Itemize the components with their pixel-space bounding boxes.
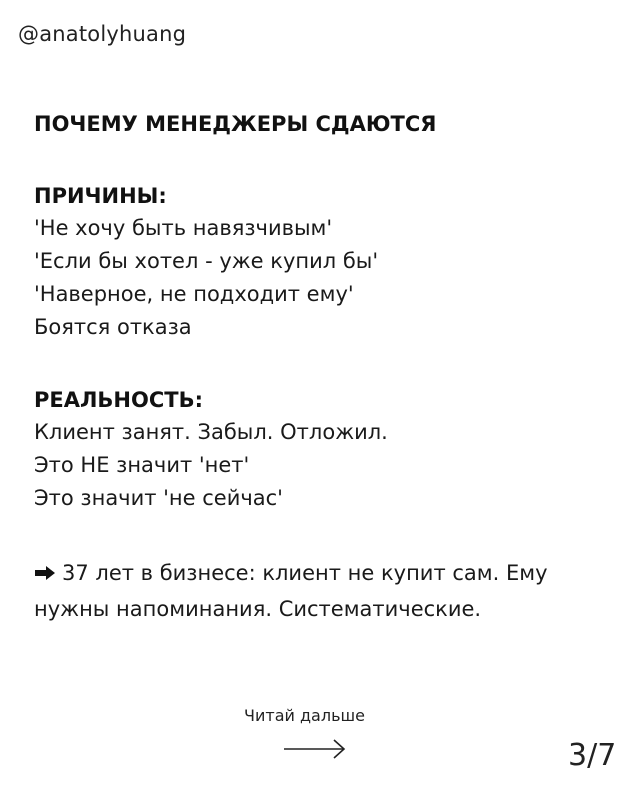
reasons-heading: ПРИЧИНЫ: xyxy=(34,184,167,208)
reality-item: Клиент занят. Забыл. Отложил. xyxy=(34,420,388,444)
long-right-arrow-icon[interactable] xyxy=(282,736,348,762)
reason-item: 'Не хочу быть навязчивым' xyxy=(34,216,333,240)
spacer xyxy=(34,344,624,384)
conclusion xyxy=(34,555,624,627)
reason-item: 'Наверное, не подходит ему' xyxy=(34,282,354,306)
slide-title: ПОЧЕМУ МЕНЕДЖЕРЫ СДАЮТСЯ xyxy=(34,112,437,136)
reality-heading: РЕАЛЬНОСТЬ: xyxy=(34,388,204,412)
reality-section xyxy=(34,384,624,515)
slide-content xyxy=(34,108,624,627)
spacer xyxy=(34,515,624,555)
reality-item: Это НЕ значит 'нет' xyxy=(34,453,250,477)
reasons-section xyxy=(34,180,624,344)
reason-item: Боятся отказа xyxy=(34,315,192,339)
read-more-label: Читай дальше xyxy=(244,706,365,725)
spacer xyxy=(34,140,624,180)
reality-item: Это значит 'не сейчас' xyxy=(34,486,283,510)
conclusion-text: 37 лет в бизнесе: клиент не купит сам. Ему нужны напоминания. Систематические. xyxy=(34,561,548,621)
author-handle: @anatolyhuang xyxy=(18,22,187,46)
reason-item: 'Если бы хотел - уже купил бы' xyxy=(34,249,379,273)
page-counter: 3/7 xyxy=(568,738,617,773)
right-arrow-icon xyxy=(34,556,56,572)
